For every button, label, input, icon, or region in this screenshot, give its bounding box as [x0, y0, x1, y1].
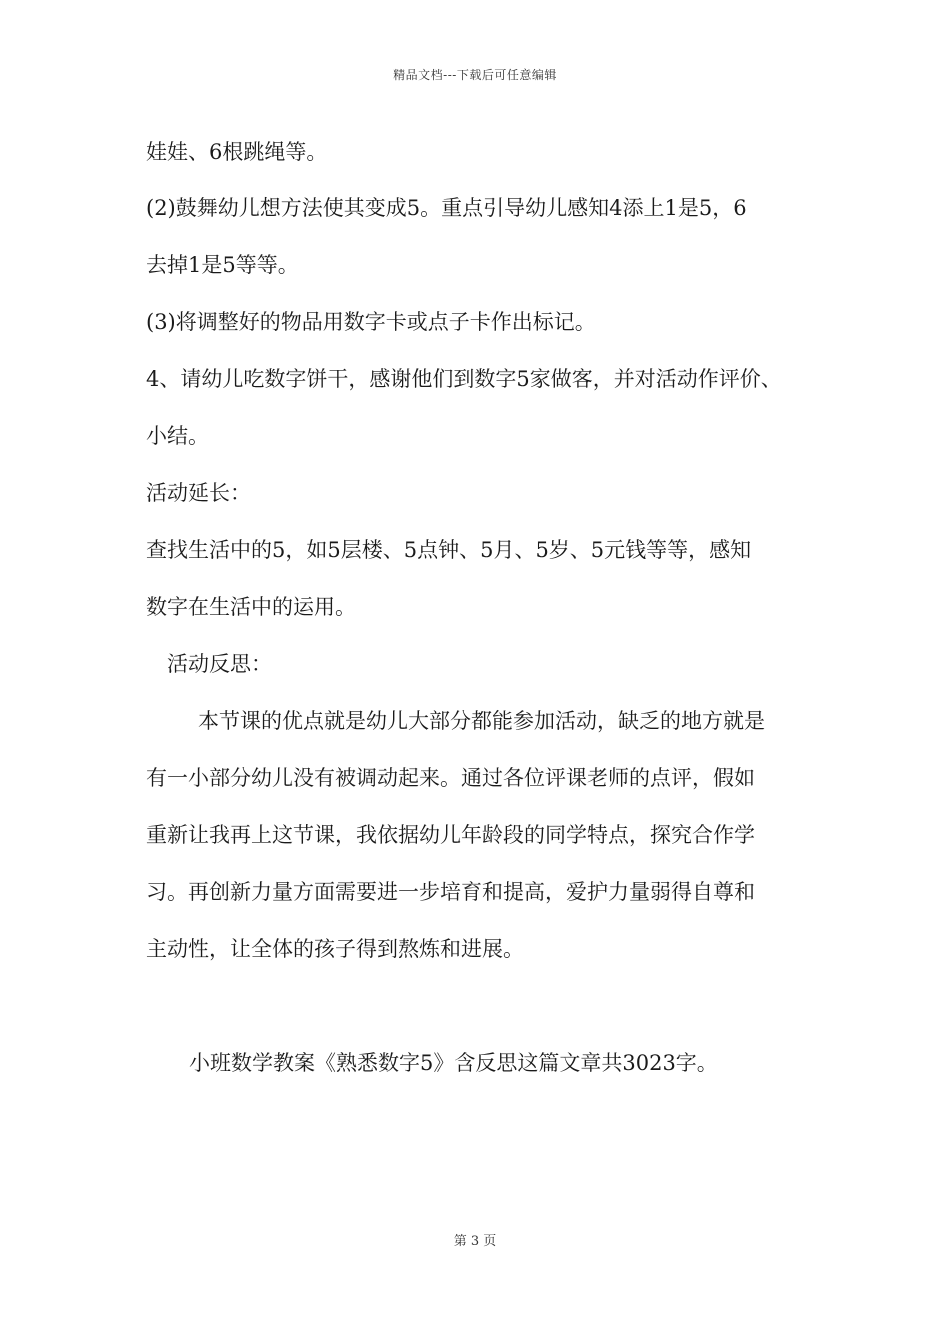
section-heading: 活动延长： [146, 481, 251, 505]
paragraph-line: 数字在生活中的运用。 [146, 595, 356, 619]
paragraph-line: 有一小部分幼儿没有被调动起来。通过各位评课老师的点评，假如 [146, 766, 755, 790]
paragraph-line: 主动性，让全体的孩子得到熬炼和进展。 [146, 937, 524, 961]
paragraph-line: 习。再创新力量方面需要进一步培育和提高，爱护力量弱得自尊和 [146, 880, 755, 904]
paragraph-line: 查找生活中的5，如5层楼、5点钟、5月、5岁、5元钱等等，感知 [146, 538, 752, 562]
paragraph-line: (2)鼓舞幼儿想方法使其变成5。重点引导幼儿感知4添上1是5，6 [146, 196, 747, 220]
paragraph-line: 重新让我再上这节课，我依据幼儿年龄段的同学特点，探究合作学 [146, 823, 755, 847]
paragraph-line: 4、请幼儿吃数字饼干，感谢他们到数字5家做客，并对活动作评价、 [146, 367, 782, 391]
page-header: 精品文档---下载后可任意编辑 [393, 68, 557, 82]
paragraph-line: 小结。 [146, 424, 209, 448]
paragraph-line: 去掉1是5等等。 [146, 253, 299, 277]
paragraph-line: 本节课的优点就是幼儿大部分都能参加活动，缺乏的地方就是 [198, 709, 765, 733]
summary-line: 小班数学教案《熟悉数字5》含反思这篇文章共3023字。 [189, 1051, 718, 1075]
paragraph-line: 娃娃、6根跳绳等。 [146, 140, 328, 164]
paragraph-line: (3)将调整好的物品用数字卡或点子卡作出标记。 [146, 310, 596, 334]
page-number: 第 3 页 [453, 1234, 497, 1249]
section-heading: 活动反思： [167, 652, 272, 676]
